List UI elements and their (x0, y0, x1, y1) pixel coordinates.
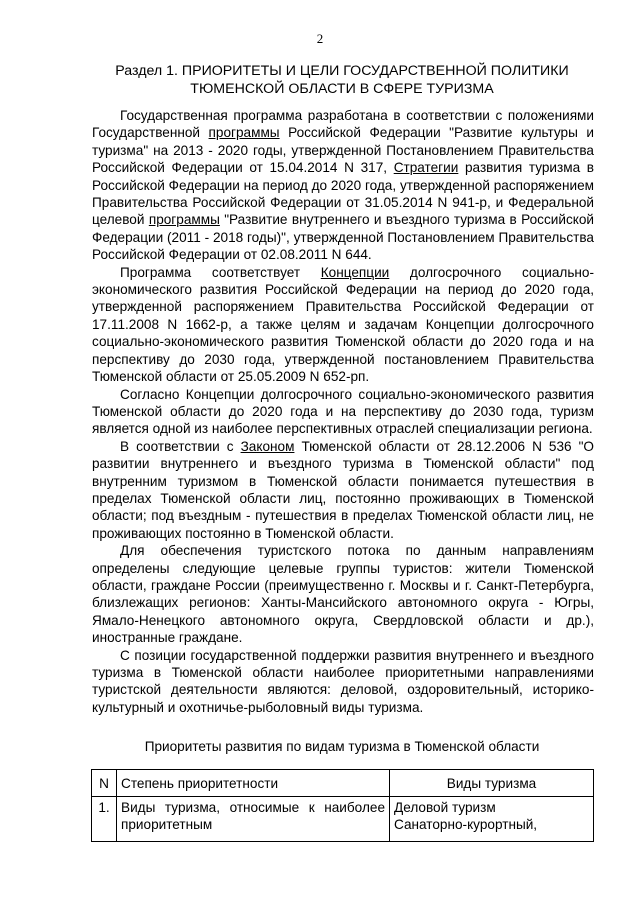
paragraph-3: Согласно Концепции долгосрочного социально-экономического развития Тюменской области до 2020 года и на перспективу до 2030 года, туризм является одной из наиболее перспективных отраслей специализации региона. (92, 386, 594, 437)
paragraph-2 (92, 264, 594, 386)
link-gos-programma[interactable]: программы (208, 125, 280, 141)
row-number: 1. (92, 797, 117, 842)
table-title: Приоритеты развития по видам туризма в Тюменской области (144, 739, 540, 754)
link-strategiya[interactable]: Стратегии (393, 160, 459, 176)
kind-item: Санаторно-курортный, (394, 817, 538, 832)
paragraph-6: С позиции государственной поддержки развития внутреннего и въездного туризма в Тюменской области наиболее приоритетными направлениями туристской деятельности являются: деловой, оздоровительный, историко-культурный и охотничье-рыболовный виды туризма. (92, 647, 594, 715)
header-degree: Степень приоритетности (117, 770, 390, 797)
body-text (92, 107, 594, 716)
table-header-row (92, 770, 594, 797)
paragraph-1 (92, 107, 594, 264)
paragraph-text: Российской Федерации "Развитие культуры и туризма" на 2013 - 2020 годы, утвержденной Постановлением Правительства Российской Федерации от 15.04.2014 N 317, (92, 125, 594, 176)
priorities-table (91, 769, 594, 842)
row-degree: Виды туризма, относимые к наиболее приоритетным (117, 797, 390, 842)
paragraph-text: Программа соответствует (120, 264, 321, 280)
paragraph-text: Тюменской области от 28.12.2006 N 536 "О развитии внутреннего и въездного туризма в Тюменской области" под внутренним туризмом в Тюменской области понимается путешествия в пределах Тюменской области лиц, постоянно проживающих в Тюменской области; под въездным - путешествия в пределах Тюменской области лиц, не проживающих постоянно в Тюменской области. (92, 438, 594, 541)
section-heading-line2: ТЮМЕНСКОЙ ОБЛАСТИ В СФЕРЕ ТУРИЗМА (190, 81, 494, 97)
paragraph-text: развития туризма в Российской Федерации на период до 2020 года, утвержденной распоряжением Правительства Российской Федерации от 31.05.2014 N 941-р, и Федеральной целевой (92, 160, 594, 228)
kind-item: Деловой туризм (394, 800, 496, 815)
link-koncepciya[interactable]: Концепции (320, 264, 390, 280)
section-heading-line1: Раздел 1. ПРИОРИТЕТЫ И ЦЕЛИ ГОСУДАРСТВЕННОЙ ПОЛИТИКИ (115, 63, 569, 79)
section-heading (92, 62, 592, 98)
link-federal-programma[interactable]: программы (148, 212, 220, 228)
paragraph-5: Для обеспечения туристского потока по данным направлениям определены следующие целевые группы туристов: жители Тюменской области, граждане России (преимущественно г. Москвы и г. Санкт-Петербурга, близлежащих регионов: Ханты-Мансийского автономного округа - Югры, Ямало-Ненецкого автономного округа, Свердловской области и др.), иностранные граждане. (92, 543, 594, 646)
paragraph-4 (92, 438, 594, 542)
paragraph-text: "Развитие внутреннего и въездного туризма в Российской Федерации (2011 - 2018 годы)", утвержденной Постановлением Правительства Российской Федерации от 02.08.2011 N 644. (92, 212, 594, 263)
header-kinds: Виды туризма (390, 770, 594, 797)
table-row (92, 797, 594, 842)
link-zakon[interactable]: Законом (240, 438, 295, 454)
row-kinds (390, 797, 594, 842)
paragraph-text: Государственная программа разработана в соответствии с положениями Государственной (92, 108, 594, 141)
paragraph-text: В соответствии с (120, 438, 241, 454)
paragraph-text: долгосрочного социально-экономического развития Российской Федерации на период до 2020 года, утвержденной распоряжением Правительства Российской Федерации от 17.11.2008 N 1662-р, а также целям и задачам Концепции долгосрочного социально-экономического развития Тюменской области до 2020 года и на перспективу до 2030 года, утвержденной постановлением Правительства Тюменской области от 25.05.2009 N 652-рп. (92, 264, 594, 385)
page-number: 2 (316, 31, 324, 46)
header-number: N (92, 770, 117, 797)
